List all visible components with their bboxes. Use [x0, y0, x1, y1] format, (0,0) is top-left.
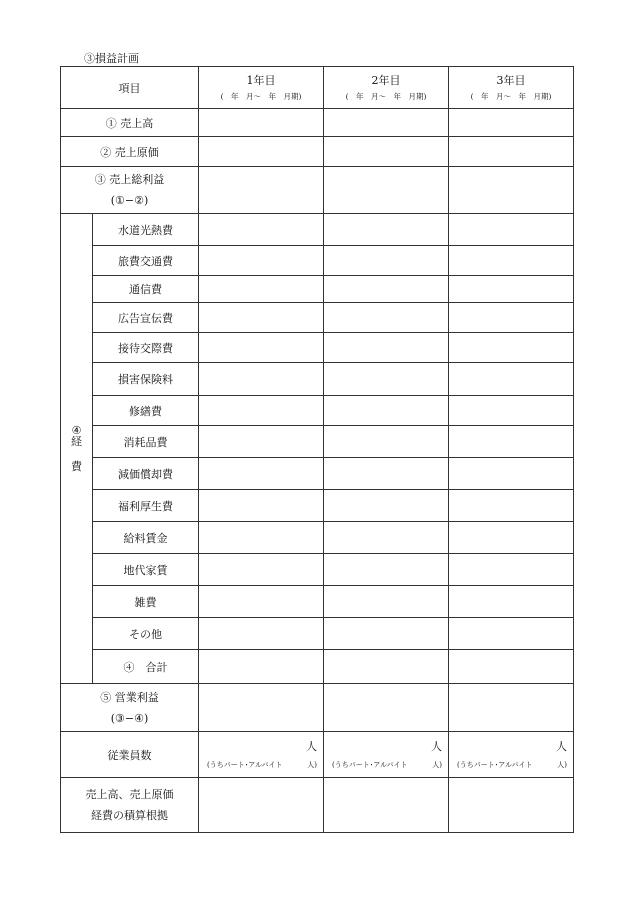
row-expense-total — [61, 650, 574, 684]
row-expense-7 — [61, 426, 574, 458]
cell-expense-5-y2[interactable] — [324, 363, 449, 396]
emp-unit: 人 — [556, 740, 567, 753]
cell-sales-y2[interactable] — [324, 109, 449, 137]
cell-expense-5-y1[interactable] — [199, 363, 324, 396]
year-3-period: ( 年 月～ 年 月期) — [470, 91, 552, 101]
label-basis — [61, 778, 199, 833]
year-1-period: ( 年 月～ 年 月期) — [220, 91, 302, 101]
gross-profit-line2: (①−②) — [110, 194, 149, 207]
cell-cost-y2[interactable] — [324, 137, 449, 167]
cell-op-y3[interactable] — [449, 684, 574, 732]
cell-basis-y2[interactable] — [324, 778, 449, 833]
cell-expense-2-y1[interactable] — [199, 276, 324, 303]
label-cost: ② 売上原価 — [61, 137, 199, 167]
cell-employees-y1[interactable] — [199, 732, 324, 778]
row-sales — [61, 109, 574, 137]
label-expense: 水道光熱費 — [93, 214, 199, 246]
expense-group-label — [61, 214, 93, 684]
emp-parttime-note: (うちパート･アルバイト 人) — [207, 761, 317, 769]
cell-expense-13-y3[interactable] — [449, 618, 574, 650]
label-expense: 修繕費 — [93, 396, 199, 426]
cell-expense-7-y1[interactable] — [199, 426, 324, 458]
label-expense: 消耗品費 — [93, 426, 199, 458]
year-2-label: 2年目 — [371, 73, 401, 87]
row-expense-1 — [61, 246, 574, 276]
row-operating-profit — [61, 684, 574, 732]
cell-employees-y3[interactable] — [449, 732, 574, 778]
cell-employees-y2[interactable] — [324, 732, 449, 778]
cell-expense-3-y1[interactable] — [199, 303, 324, 333]
cell-expense-7-y2[interactable] — [324, 426, 449, 458]
cell-expense-total-y2[interactable] — [324, 650, 449, 684]
cell-expense-13-y2[interactable] — [324, 618, 449, 650]
row-basis — [61, 778, 574, 833]
row-expense-10 — [61, 522, 574, 554]
label-gross-profit — [61, 167, 199, 214]
operating-profit-line1: ⑤ 営業利益 — [100, 690, 159, 704]
cell-basis-y3[interactable] — [449, 778, 574, 833]
cell-expense-2-y2[interactable] — [324, 276, 449, 303]
expense-group-num: ④ — [71, 424, 82, 437]
label-employees: 従業員数 — [61, 732, 199, 778]
row-expense-4 — [61, 333, 574, 363]
cell-expense-8-y2[interactable] — [324, 458, 449, 490]
cell-expense-1-y3[interactable] — [449, 246, 574, 276]
label-operating-profit — [61, 684, 199, 732]
header-year-2 — [324, 67, 449, 109]
label-expense: 福利厚生費 — [93, 490, 199, 522]
cell-expense-8-y1[interactable] — [199, 458, 324, 490]
row-expense-0 — [61, 214, 574, 246]
cell-op-y2[interactable] — [324, 684, 449, 732]
label-expense: 減価償却費 — [93, 458, 199, 490]
cell-gross-y3[interactable] — [449, 167, 574, 214]
cell-cost-y1[interactable] — [199, 137, 324, 167]
year-1-label: 1年目 — [246, 73, 276, 87]
label-expense: 旅費交通費 — [93, 246, 199, 276]
cell-expense-1-y1[interactable] — [199, 246, 324, 276]
cell-expense-10-y3[interactable] — [449, 522, 574, 554]
emp-parttime-note: (うちパート･アルバイト 人) — [457, 761, 567, 769]
cell-expense-4-y1[interactable] — [199, 333, 324, 363]
cell-expense-13-y1[interactable] — [199, 618, 324, 650]
cell-expense-10-y2[interactable] — [324, 522, 449, 554]
cell-expense-0-y2[interactable] — [324, 214, 449, 246]
year-2-period: ( 年 月～ 年 月期) — [345, 91, 427, 101]
row-expense-8 — [61, 458, 574, 490]
row-expense-2 — [61, 276, 574, 303]
label-expense: 接待交際費 — [93, 333, 199, 363]
label-expense: 広告宣伝費 — [93, 303, 199, 333]
row-expense-9 — [61, 490, 574, 522]
cell-expense-12-y1[interactable] — [199, 586, 324, 618]
row-expense-13 — [61, 618, 574, 650]
cell-expense-5-y3[interactable] — [449, 363, 574, 396]
cell-expense-11-y3[interactable] — [449, 554, 574, 586]
cell-expense-0-y3[interactable] — [449, 214, 574, 246]
year-3-label: 3年目 — [496, 73, 526, 87]
basis-line2: 経費の積算根拠 — [91, 809, 168, 822]
cell-expense-4-y3[interactable] — [449, 333, 574, 363]
cell-expense-total-y1[interactable] — [199, 650, 324, 684]
emp-unit: 人 — [306, 740, 317, 753]
basis-line1: 売上高、売上原価 — [85, 788, 174, 801]
label-expense: 損害保険料 — [93, 363, 199, 396]
cell-expense-9-y3[interactable] — [449, 490, 574, 522]
label-expense: 給料賃金 — [93, 522, 199, 554]
row-employees — [61, 732, 574, 778]
header-year-1 — [199, 67, 324, 109]
section-title: ③損益計画 — [84, 52, 139, 65]
cell-expense-6-y2[interactable] — [324, 396, 449, 426]
expense-group-kei: 経 — [71, 435, 82, 448]
cell-expense-6-y3[interactable] — [449, 396, 574, 426]
cell-expense-3-y3[interactable] — [449, 303, 574, 333]
cell-expense-4-y2[interactable] — [324, 333, 449, 363]
operating-profit-line2: (③−④) — [110, 711, 149, 725]
cell-gross-y1[interactable] — [199, 167, 324, 214]
cell-basis-y1[interactable] — [199, 778, 324, 833]
cell-gross-y2[interactable] — [324, 167, 449, 214]
header-row — [61, 67, 574, 109]
row-expense-11 — [61, 554, 574, 586]
row-cost — [61, 137, 574, 167]
expense-group-hi: 費 — [71, 460, 82, 473]
row-expense-12 — [61, 586, 574, 618]
row-expense-6 — [61, 396, 574, 426]
cell-expense-total-y3[interactable] — [449, 650, 574, 684]
cell-expense-10-y1[interactable] — [199, 522, 324, 554]
gross-profit-line1: ③ 売上総利益 — [94, 173, 165, 186]
cell-expense-12-y3[interactable] — [449, 586, 574, 618]
cell-expense-11-y2[interactable] — [324, 554, 449, 586]
row-expense-5 — [61, 363, 574, 396]
cell-cost-y3[interactable] — [449, 137, 574, 167]
cell-sales-y3[interactable] — [449, 109, 574, 137]
cell-op-y1[interactable] — [199, 684, 324, 732]
cell-expense-12-y2[interactable] — [324, 586, 449, 618]
label-expense: 雑費 — [93, 586, 199, 618]
emp-unit: 人 — [431, 740, 442, 753]
label-expense: その他 — [93, 618, 199, 650]
label-expense: 地代家賃 — [93, 554, 199, 586]
cell-expense-3-y2[interactable] — [324, 303, 449, 333]
cell-expense-2-y3[interactable] — [449, 276, 574, 303]
cell-expense-1-y2[interactable] — [324, 246, 449, 276]
cell-expense-9-y2[interactable] — [324, 490, 449, 522]
header-year-3 — [449, 67, 574, 109]
cell-expense-9-y1[interactable] — [199, 490, 324, 522]
cell-expense-7-y3[interactable] — [449, 426, 574, 458]
emp-parttime-note: (うちパート･アルバイト 人) — [332, 761, 442, 769]
row-gross-profit — [61, 167, 574, 214]
row-expense-3 — [61, 303, 574, 333]
cell-expense-8-y3[interactable] — [449, 458, 574, 490]
cell-expense-11-y1[interactable] — [199, 554, 324, 586]
cell-sales-y1[interactable] — [199, 109, 324, 137]
label-expense: 通信費 — [93, 276, 199, 303]
cell-expense-0-y1[interactable] — [199, 214, 324, 246]
label-expense-total: ④ 合計 — [93, 650, 199, 684]
profit-plan-table — [60, 66, 574, 833]
cell-expense-6-y1[interactable] — [199, 396, 324, 426]
header-item: 項目 — [61, 67, 199, 109]
label-sales: ① 売上高 — [61, 109, 199, 137]
